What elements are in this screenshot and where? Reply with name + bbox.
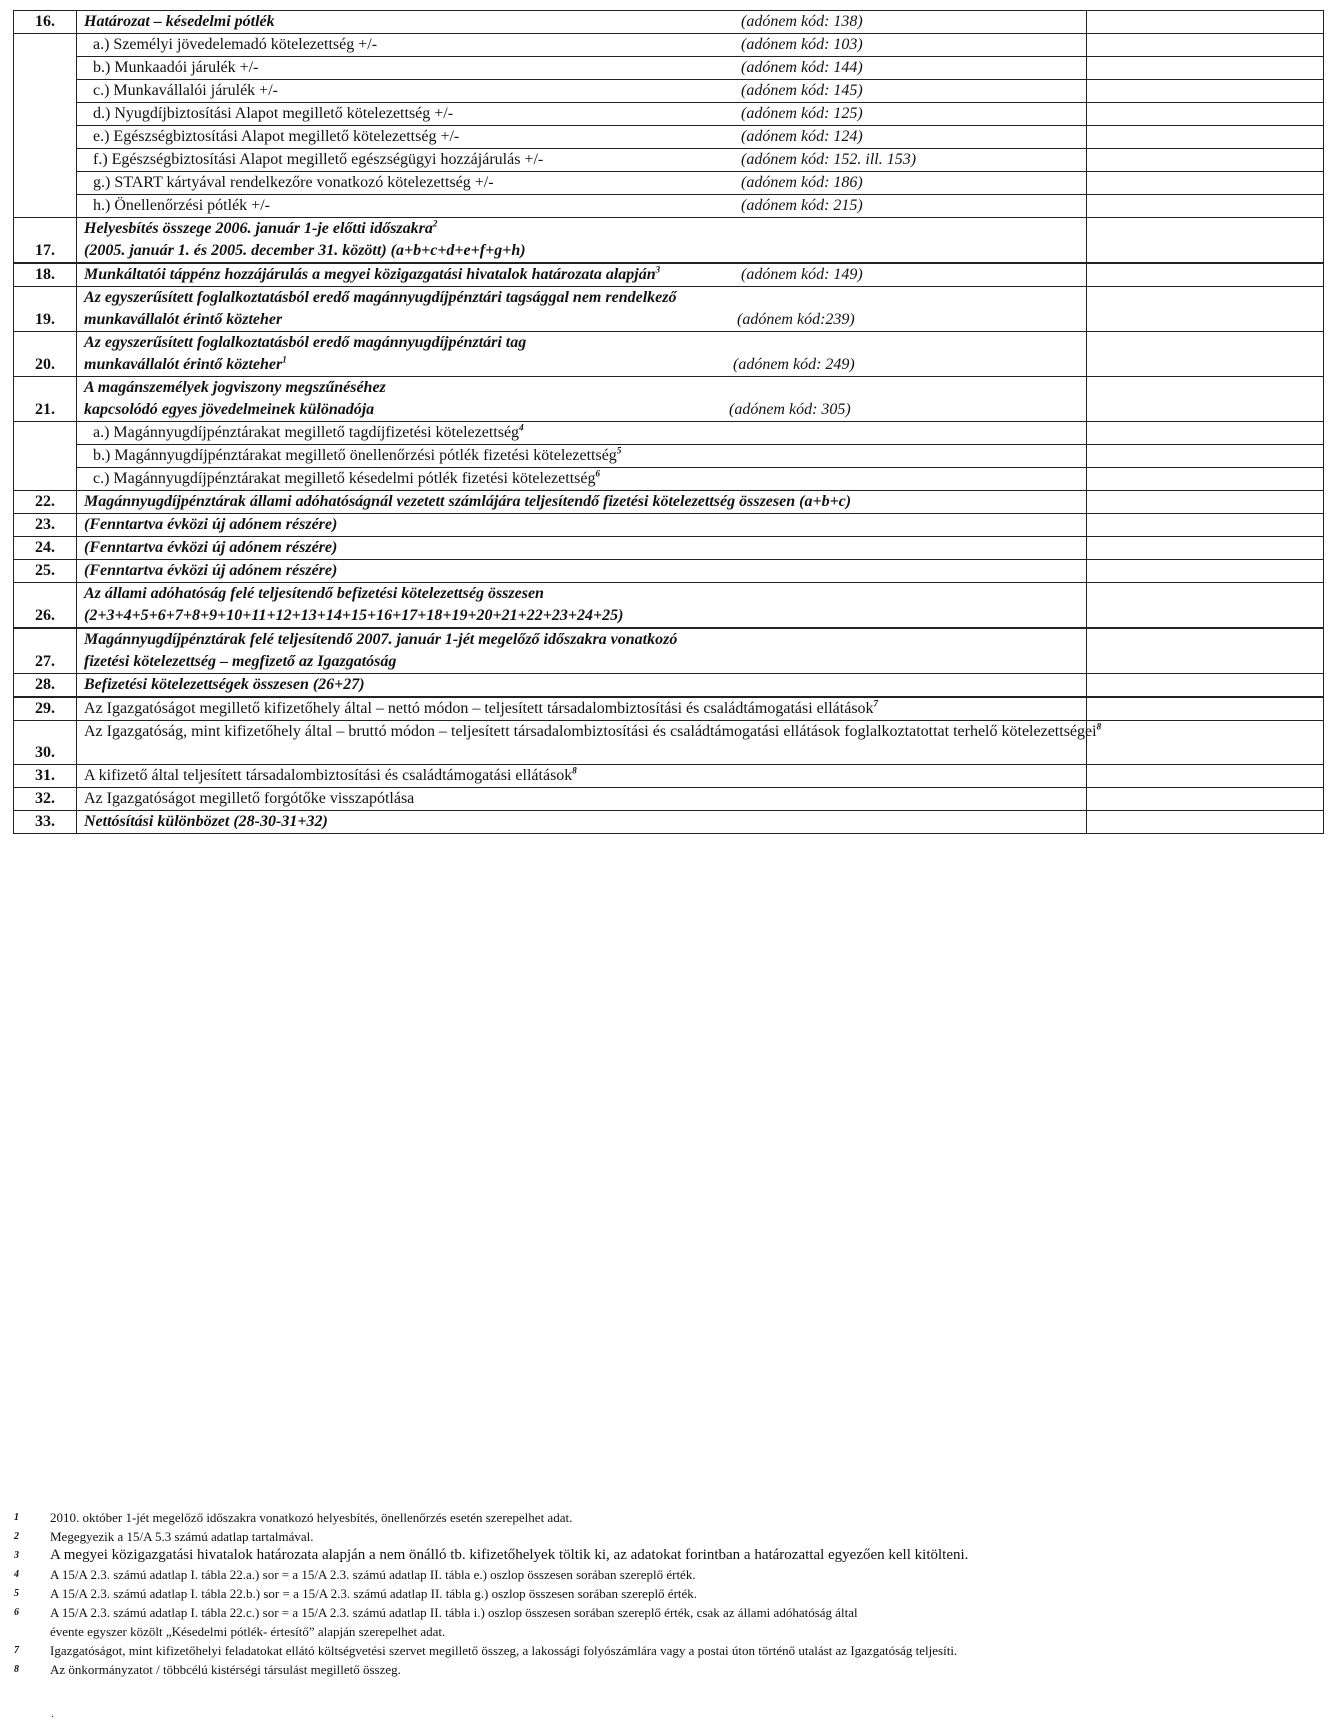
footnote-ref: 2 bbox=[432, 218, 438, 229]
row-label-cell bbox=[77, 583, 1087, 629]
table-row bbox=[14, 377, 1324, 422]
table-row bbox=[14, 172, 1324, 195]
table-row bbox=[14, 468, 1324, 491]
row-number: 32. bbox=[14, 788, 77, 811]
tax-type-code: (adónem kód: 103) bbox=[741, 36, 863, 53]
footnote-line: A 15/A 2.3. számú adatlap I. tábla 22.c.) sor = a 15/A 2.3. számú adatlap II. tábla i.) oszlop összesen sorában szereplő érték, csak az állami adóhatóság által bbox=[50, 1605, 858, 1620]
row-label-cell bbox=[77, 103, 1087, 126]
row-number: 20. bbox=[14, 332, 77, 377]
table-row bbox=[14, 721, 1324, 765]
amount-field[interactable] bbox=[1087, 765, 1324, 788]
row-label-cell bbox=[77, 287, 1087, 332]
footnote-mark: 1 bbox=[14, 1512, 19, 1523]
footnotes bbox=[14, 1508, 1314, 1679]
row-label: a.) Magánnyugdíjpénztárakat megillető tagdíjfizetési kötelezettség bbox=[93, 424, 520, 441]
tax-type-code: (adónem kód:239) bbox=[737, 311, 855, 328]
amount-field[interactable] bbox=[1087, 195, 1324, 218]
row-number bbox=[14, 468, 77, 491]
row-number: 24. bbox=[14, 537, 77, 560]
row-label-cell bbox=[77, 126, 1087, 149]
footnote-ref: 8 bbox=[1096, 721, 1102, 732]
row-label-cell bbox=[77, 149, 1087, 172]
amount-field[interactable] bbox=[1087, 674, 1324, 698]
row-label: (Fenntartva évközi új adónem részére) bbox=[84, 562, 338, 579]
amount-field[interactable] bbox=[1087, 218, 1324, 264]
row-label: g.) START kártyával rendelkezőre vonatkozó kötelezettség +/- bbox=[93, 174, 494, 191]
table-row bbox=[14, 537, 1324, 560]
table-row bbox=[14, 628, 1324, 674]
tax-type-code: (adónem kód: 152. ill. 153) bbox=[741, 151, 917, 168]
footnote-text bbox=[50, 1584, 1314, 1603]
amount-field[interactable] bbox=[1087, 560, 1324, 583]
row-number: 22. bbox=[14, 491, 77, 514]
row-number bbox=[14, 195, 77, 218]
amount-field[interactable] bbox=[1087, 80, 1324, 103]
footnote-text bbox=[50, 1641, 1314, 1660]
footnote bbox=[14, 1660, 1314, 1679]
row-label-cell bbox=[77, 34, 1087, 57]
footnote-text bbox=[50, 1660, 1314, 1679]
row-label-cell bbox=[77, 195, 1087, 218]
row-label: b.) Magánnyugdíjpénztárakat megillető önellenőrzési pótlék fizetési kötelezettség bbox=[93, 447, 617, 464]
tax-type-code: (adónem kód: 149) bbox=[741, 266, 863, 283]
amount-field[interactable] bbox=[1087, 332, 1324, 377]
row-label-cell bbox=[77, 674, 1087, 698]
row-number: 28. bbox=[14, 674, 77, 698]
table-row bbox=[14, 218, 1324, 264]
amount-field[interactable] bbox=[1087, 11, 1324, 34]
row-label: Határozat – késedelmi pótlék bbox=[84, 13, 275, 30]
footnote-ref: 6 bbox=[595, 468, 600, 479]
table-row bbox=[14, 422, 1324, 445]
footnote-mark: 8 bbox=[14, 1664, 19, 1675]
footnote bbox=[14, 1641, 1314, 1660]
footnote bbox=[14, 1584, 1314, 1603]
row-number: 18. bbox=[14, 263, 77, 287]
row-label-cell bbox=[77, 263, 1087, 287]
table-row bbox=[14, 57, 1324, 80]
tax-type-code: (adónem kód: 249) bbox=[733, 356, 855, 373]
row-label: Az állami adóhatóság felé teljesítendő befizetési kötelezettség összesen bbox=[84, 585, 544, 602]
footnote-ref: 4 bbox=[519, 422, 524, 433]
row-number bbox=[14, 34, 77, 57]
trailing-mark: . bbox=[51, 1706, 54, 1720]
row-number bbox=[14, 422, 77, 445]
amount-field[interactable] bbox=[1087, 721, 1324, 765]
row-number: 29. bbox=[14, 697, 77, 721]
table-row bbox=[14, 583, 1324, 629]
row-label: f.) Egészségbiztosítási Alapot megillető egészségügyi hozzájárulás +/- bbox=[93, 151, 544, 168]
tax-type-code: (adónem kód: 215) bbox=[741, 197, 863, 214]
row-label-cell bbox=[77, 218, 1087, 264]
tax-type-code: (adónem kód: 125) bbox=[741, 105, 863, 122]
amount-field[interactable] bbox=[1087, 811, 1324, 834]
amount-field[interactable] bbox=[1087, 468, 1324, 491]
table-row bbox=[14, 126, 1324, 149]
amount-field[interactable] bbox=[1087, 491, 1324, 514]
row-number bbox=[14, 126, 77, 149]
row-label-cell bbox=[77, 788, 1087, 811]
row-label: Nettósítási különbözet (28-30-31+32) bbox=[84, 813, 328, 830]
table-row bbox=[14, 514, 1324, 537]
footnote-mark: 7 bbox=[14, 1645, 19, 1656]
footnote-line: Az önkormányzatot / többcélú kistérségi társulást megillető összeg. bbox=[50, 1662, 401, 1677]
footnote-text bbox=[50, 1603, 1314, 1641]
row-number bbox=[14, 445, 77, 468]
table-row bbox=[14, 332, 1324, 377]
footnote-text bbox=[50, 1508, 1314, 1527]
row-label-continued: (2005. január 1. és 2005. december 31. között) (a+b+c+d+e+f+g+h) bbox=[84, 242, 526, 259]
row-number: 27. bbox=[14, 628, 77, 674]
amount-field[interactable] bbox=[1087, 57, 1324, 80]
row-label-continued: fizetési kötelezettség – megfizető az Igazgatóság bbox=[84, 653, 397, 670]
footnote bbox=[14, 1603, 1314, 1641]
row-label-cell bbox=[77, 721, 1102, 765]
table-row bbox=[14, 674, 1324, 698]
footnote-ref: 7 bbox=[873, 698, 879, 709]
footnote-line: A megyei közigazgatási hivatalok határozata alapján a nem önálló tb. kifizetőhelyek töltik ki, az adatokat forintban a határozattal egyezően kell kitölteni. bbox=[50, 1547, 969, 1563]
row-label: Munkáltatói táppénz hozzájárulás a megyei közigazgatási hivatalok határozata alapján bbox=[84, 266, 656, 283]
row-number bbox=[14, 103, 77, 126]
table-row bbox=[14, 811, 1324, 834]
footnote-text bbox=[50, 1565, 1314, 1584]
tax-type-code: (adónem kód: 124) bbox=[741, 128, 863, 145]
row-label-cell bbox=[77, 80, 1087, 103]
footnote-line: évente egyszer közölt „Késedelmi pótlék- értesítő” alapján szerepelhet adat. bbox=[50, 1624, 446, 1639]
row-label-cell bbox=[77, 560, 1087, 583]
row-label: Befizetési kötelezettségek összesen (26+27) bbox=[84, 676, 365, 693]
table-row bbox=[14, 491, 1324, 514]
row-label: c.) Magánnyugdíjpénztárakat megillető késedelmi pótlék fizetési kötelezettség bbox=[93, 470, 596, 487]
row-label: (Fenntartva évközi új adónem részére) bbox=[84, 516, 338, 533]
footnote bbox=[14, 1565, 1314, 1584]
row-label: (Fenntartva évközi új adónem részére) bbox=[84, 539, 338, 556]
row-label: h.) Önellenőrzési pótlék +/- bbox=[93, 197, 270, 214]
table-row bbox=[14, 80, 1324, 103]
tax-type-code: (adónem kód: 186) bbox=[741, 174, 863, 191]
row-label-cell bbox=[77, 445, 1087, 468]
amount-field[interactable] bbox=[1087, 583, 1324, 629]
row-label-cell bbox=[77, 377, 1087, 422]
row-label: d.) Nyugdíjbiztosítási Alapot megillető kötelezettség +/- bbox=[93, 105, 454, 122]
table-row bbox=[14, 263, 1324, 287]
table-row bbox=[14, 11, 1324, 34]
footnote-ref: 8 bbox=[572, 765, 577, 776]
row-number: 17. bbox=[14, 218, 77, 264]
row-label: Az Igazgatóságot megillető kifizetőhely által – nettó módon – teljesített társadalombiztosítási és családtámogatási ellátások bbox=[84, 700, 874, 717]
footnote bbox=[14, 1508, 1314, 1527]
amount-field[interactable] bbox=[1087, 34, 1324, 57]
row-number: 25. bbox=[14, 560, 77, 583]
row-label: Az egyszerűsített foglalkoztatásból eredő magánnyugdíjpénztári tagsággal nem rendelkező bbox=[84, 289, 677, 306]
amount-field[interactable] bbox=[1087, 103, 1324, 126]
table-row bbox=[14, 788, 1324, 811]
row-number: 30. bbox=[14, 721, 77, 765]
table-row bbox=[14, 697, 1324, 721]
row-label-continued: (2+3+4+5+6+7+8+9+10+11+12+13+14+15+16+17+18+19+20+21+22+23+24+25) bbox=[84, 607, 624, 624]
amount-field[interactable] bbox=[1087, 537, 1324, 560]
table-row bbox=[14, 287, 1324, 332]
row-number: 31. bbox=[14, 765, 77, 788]
row-label-cell bbox=[77, 172, 1087, 195]
amount-field[interactable] bbox=[1087, 287, 1324, 332]
amount-field[interactable] bbox=[1087, 149, 1324, 172]
tax-type-code: (adónem kód: 305) bbox=[729, 401, 851, 418]
row-number bbox=[14, 80, 77, 103]
table-row bbox=[14, 103, 1324, 126]
amount-field[interactable] bbox=[1087, 697, 1324, 721]
table-row bbox=[14, 149, 1324, 172]
row-number: 33. bbox=[14, 811, 77, 834]
row-label: Az Igazgatóságot megillető forgótőke visszapótlása bbox=[84, 790, 415, 807]
row-label: Helyesbítés összege 2006. január 1-je előtti időszakra bbox=[84, 220, 433, 237]
footnote-mark: 2 bbox=[14, 1531, 19, 1542]
row-label: Magánnyugdíjpénztárak felé teljesítendő 2007. január 1-jét megelőző időszakra vonatkozó bbox=[84, 631, 678, 648]
row-label-cell bbox=[77, 468, 1087, 491]
row-number bbox=[14, 57, 77, 80]
row-number bbox=[14, 149, 77, 172]
row-label-cell bbox=[77, 697, 1087, 721]
row-label-cell bbox=[77, 537, 1087, 560]
row-number: 16. bbox=[14, 11, 77, 34]
row-label-cell bbox=[77, 57, 1087, 80]
table-row bbox=[14, 765, 1324, 788]
row-number: 26. bbox=[14, 583, 77, 629]
row-label-continued: kapcsolódó egyes jövedelmeinek különadója bbox=[84, 401, 375, 418]
tax-obligation-table bbox=[13, 10, 1324, 834]
footnote-mark: 5 bbox=[14, 1588, 19, 1599]
footnote bbox=[14, 1546, 1314, 1565]
footnote-line: 2010. október 1-jét megelőző időszakra vonatkozó helyesbítés, önellenőrzés esetén szerepelhet adat. bbox=[50, 1510, 573, 1525]
footnote-mark: 3 bbox=[14, 1550, 19, 1561]
table-row bbox=[14, 560, 1324, 583]
row-label-continued: munkavállalót érintő közteher bbox=[84, 311, 283, 328]
table-row bbox=[14, 445, 1324, 468]
footnote-mark: 6 bbox=[14, 1607, 19, 1618]
table-row bbox=[14, 34, 1324, 57]
tax-type-code: (adónem kód: 145) bbox=[741, 82, 863, 99]
row-label: Magánnyugdíjpénztárak állami adóhatóságnál vezetett számlájára teljesítendő fizetési kötelezettség összesen (a+b+c) bbox=[84, 493, 852, 510]
row-label-cell bbox=[77, 491, 1087, 514]
row-label-cell bbox=[77, 422, 1087, 445]
footnote-ref: 5 bbox=[616, 445, 622, 456]
row-label-cell bbox=[77, 765, 1087, 788]
row-number: 21. bbox=[14, 377, 77, 422]
row-label: c.) Munkavállalói járulék +/- bbox=[93, 82, 278, 99]
row-label-cell bbox=[77, 332, 1087, 377]
footnote-ref: 3 bbox=[655, 264, 661, 275]
footnote-line: A 15/A 2.3. számú adatlap I. tábla 22.b.) sor = a 15/A 2.3. számú adatlap II. tábla g.) oszlop összesen sorában szereplő érték. bbox=[50, 1586, 698, 1601]
table-row bbox=[14, 195, 1324, 218]
footnote-mark: 4 bbox=[14, 1569, 19, 1580]
tax-type-code: (adónem kód: 144) bbox=[741, 59, 863, 76]
row-number: 23. bbox=[14, 514, 77, 537]
amount-field[interactable] bbox=[1087, 126, 1324, 149]
row-label-cell bbox=[77, 514, 1087, 537]
amount-field[interactable] bbox=[1087, 172, 1324, 195]
amount-field[interactable] bbox=[1087, 445, 1324, 468]
footnote-line: A 15/A 2.3. számú adatlap I. tábla 22.a.) sor = a 15/A 2.3. számú adatlap II. tábla e.) oszlop összesen sorában szereplő érték. bbox=[50, 1567, 696, 1582]
row-number bbox=[14, 172, 77, 195]
footnote-line: Megegyezik a 15/A 5.3 számú adatlap tartalmával. bbox=[50, 1529, 314, 1544]
row-label: b.) Munkaadói járulék +/- bbox=[93, 59, 259, 76]
footnote-ref: 1 bbox=[282, 354, 287, 365]
row-label-continued: munkavállalót érintő közteher bbox=[84, 356, 283, 373]
row-label: Az Igazgatóság, mint kifizetőhely által – bruttó módon – teljesített társadalombiztosítási és családtámogatási ellátások foglalkoztatottat terhelő kötelezettségei bbox=[84, 723, 1097, 740]
row-number: 19. bbox=[14, 287, 77, 332]
row-label-cell bbox=[77, 628, 1087, 674]
amount-field[interactable] bbox=[1087, 788, 1324, 811]
footnote-line: Igazgatóságot, mint kifizetőhelyi feladatokat ellátó költségvetési szervet megillető összeg, a lakossági folyószámlára vagy a postai úton történő utalást az Igazgatóság teljesíti. bbox=[50, 1643, 958, 1658]
footnote-text bbox=[50, 1527, 1314, 1546]
amount-field[interactable] bbox=[1087, 628, 1324, 674]
amount-field[interactable] bbox=[1087, 422, 1324, 445]
row-label: A kifizető által teljesített társadalombiztosítási és családtámogatási ellátások bbox=[84, 767, 573, 784]
footnote bbox=[14, 1527, 1314, 1546]
amount-field[interactable] bbox=[1087, 377, 1324, 422]
row-label: a.) Személyi jövedelemadó kötelezettség +/- bbox=[93, 36, 378, 53]
row-label: e.) Egészségbiztosítási Alapot megillető kötelezettség +/- bbox=[93, 128, 460, 145]
tax-type-code: (adónem kód: 138) bbox=[741, 13, 863, 30]
row-label: Az egyszerűsített foglalkoztatásból eredő magánnyugdíjpénztári tag bbox=[84, 334, 527, 351]
row-label-cell bbox=[77, 11, 1087, 34]
row-label-cell bbox=[77, 811, 1087, 834]
amount-field[interactable] bbox=[1087, 514, 1324, 537]
amount-field[interactable] bbox=[1087, 263, 1324, 287]
footnote-text bbox=[50, 1546, 1314, 1565]
row-label: A magánszemélyek jogviszony megszűnéséhez bbox=[84, 379, 386, 396]
